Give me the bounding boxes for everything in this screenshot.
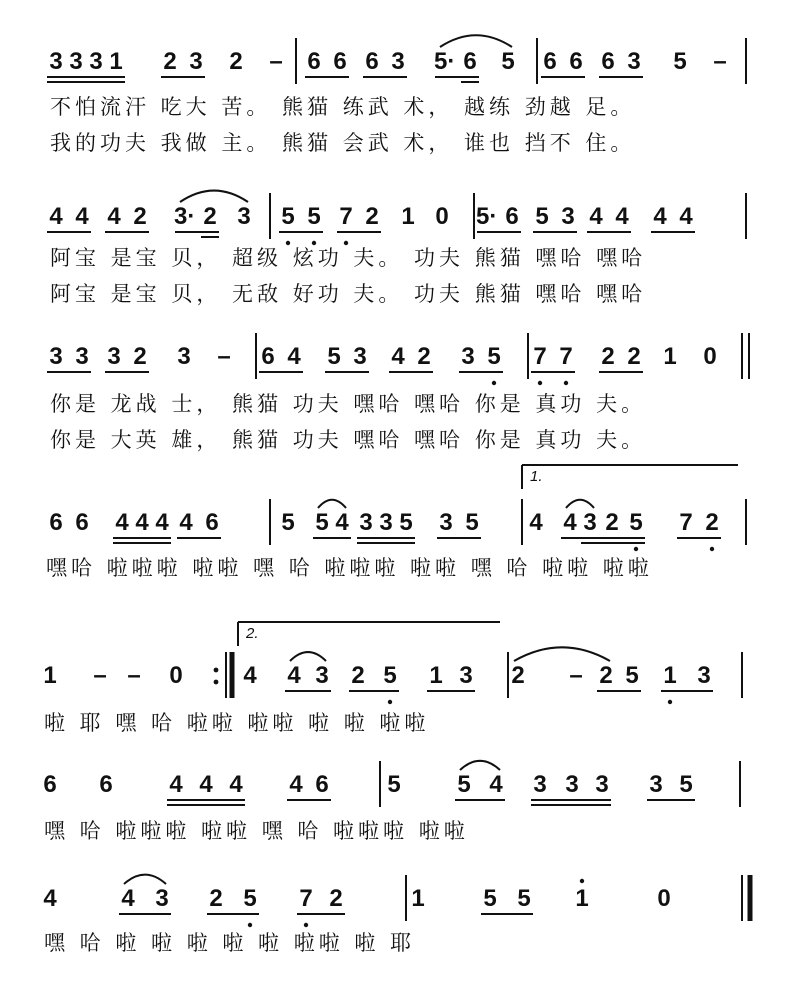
note: 2 (329, 885, 343, 912)
note: 4 (49, 203, 63, 230)
note: 4 (243, 662, 257, 689)
note: – (93, 662, 107, 689)
note: 4 (169, 771, 183, 798)
note: 1 (575, 885, 589, 912)
lyric-line: 阿宝 是宝 贝， 超级 炫功 夫。 功夫 熊猫 嘿哈 嘿哈 (50, 246, 647, 270)
note: 2 (605, 509, 619, 536)
note: 2 (627, 343, 641, 370)
note: 4 (287, 343, 301, 370)
note: 5 (501, 48, 515, 75)
octave-dot (564, 381, 568, 385)
note: 6 (43, 771, 57, 798)
note: 3 (315, 662, 329, 689)
note: 3 (565, 771, 579, 798)
octave-dot (634, 547, 638, 551)
note: 4 (615, 203, 629, 230)
note: 3 (49, 48, 63, 75)
note: 2 (209, 885, 223, 912)
lyric-line: 嘿哈 啦啦啦 啦啦 嘿 哈 啦啦啦 啦啦 嘿 哈 啦啦 啦啦 (46, 556, 653, 580)
note: 7 (679, 509, 693, 536)
note: 3 (353, 343, 367, 370)
note: 6 (365, 48, 379, 75)
note: 2 (417, 343, 431, 370)
note: 0 (435, 203, 449, 230)
note: 2 (133, 203, 147, 230)
volta-label: 2. (246, 625, 259, 642)
note: 2 (163, 48, 177, 75)
note: 3 (649, 771, 663, 798)
note: – (217, 343, 231, 370)
note: 4 (335, 509, 349, 536)
note: 6 (463, 48, 477, 75)
note: 3 (237, 203, 251, 230)
note: 4 (529, 509, 543, 536)
note: 4 (229, 771, 243, 798)
note: 1 (663, 662, 677, 689)
note: 5 (281, 509, 295, 536)
lyric-line: 你是 大英 雄， 熊猫 功夫 嘿哈 嘿哈 你是 真功 夫。 (50, 428, 647, 452)
slur (460, 761, 500, 770)
note: 5 (629, 509, 643, 536)
note: 2 (203, 203, 217, 230)
note: 3 (533, 771, 547, 798)
lyric-line: 啦 耶 嘿 哈 啦啦 啦啦 啦 啦 啦啦 (44, 711, 430, 735)
octave-dot (668, 700, 672, 704)
note: 7 (559, 343, 573, 370)
note: 6 (205, 509, 219, 536)
note: 5· (476, 203, 498, 230)
note: 6 (569, 48, 583, 75)
note: 4 (391, 343, 405, 370)
note: 7 (299, 885, 313, 912)
note: 1 (429, 662, 443, 689)
note: 2 (351, 662, 365, 689)
slur (514, 647, 610, 661)
note: 1 (109, 48, 123, 75)
lyric-line: 嘿 哈 啦 啦 啦 啦 啦 啦啦 啦 耶 (44, 931, 416, 955)
note: 3 (459, 662, 473, 689)
note: 5 (243, 885, 257, 912)
note: 5 (625, 662, 639, 689)
note: 4 (155, 509, 169, 536)
note: 6 (601, 48, 615, 75)
note: 6 (75, 509, 89, 536)
note: 4 (179, 509, 193, 536)
octave-dot (312, 241, 316, 245)
note: 0 (657, 885, 671, 912)
note: 5 (281, 203, 295, 230)
note: 4 (107, 203, 121, 230)
note: 6 (333, 48, 347, 75)
lyric-line: 嘿 哈 啦啦啦 啦啦 嘿 哈 啦啦啦 啦啦 (44, 819, 469, 843)
note: 4 (679, 203, 693, 230)
note: 3 (561, 203, 575, 230)
note: 4 (121, 885, 135, 912)
note: 5 (307, 203, 321, 230)
note: 3 (49, 343, 63, 370)
note: 3 (75, 343, 89, 370)
octave-dot (538, 381, 542, 385)
note: 3 (155, 885, 169, 912)
note: 4 (43, 885, 57, 912)
note: 5 (399, 509, 413, 536)
note: 4 (289, 771, 303, 798)
note: 0 (703, 343, 717, 370)
slur (440, 35, 512, 47)
note: 4 (199, 771, 213, 798)
slur (124, 875, 166, 884)
octave-dot (580, 879, 584, 883)
note: 3 (583, 509, 597, 536)
note: 7 (339, 203, 353, 230)
note: 3 (627, 48, 641, 75)
note: 3 (69, 48, 83, 75)
note: – (127, 662, 141, 689)
note: 4 (115, 509, 129, 536)
note: 6 (505, 203, 519, 230)
note: 3 (697, 662, 711, 689)
note: 5 (387, 771, 401, 798)
note: 4 (653, 203, 667, 230)
note: 5 (383, 662, 397, 689)
lyric-line: 我的功夫 我做 主。 熊猫 会武 术， 谁也 挡不 住。 (50, 131, 636, 155)
note: 0 (169, 662, 183, 689)
note: 7 (533, 343, 547, 370)
note: 2 (365, 203, 379, 230)
repeat-dot (214, 680, 219, 685)
slur (290, 652, 326, 661)
note: 3 (391, 48, 405, 75)
note: 4 (489, 771, 503, 798)
note: – (569, 662, 583, 689)
note: 1 (401, 203, 415, 230)
note: 4 (135, 509, 149, 536)
note: 5 (465, 509, 479, 536)
note: 6 (99, 771, 113, 798)
note: 2 (705, 509, 719, 536)
octave-dot (286, 241, 290, 245)
note: 6 (49, 509, 63, 536)
note: 5 (535, 203, 549, 230)
lyric-line: 你是 龙战 士， 熊猫 功夫 嘿哈 嘿哈 你是 真功 夫。 (50, 392, 647, 416)
note: – (713, 48, 727, 75)
note: 3 (177, 343, 191, 370)
note: 5 (327, 343, 341, 370)
note: 4 (75, 203, 89, 230)
note: 4 (563, 509, 577, 536)
volta-label: 1. (530, 468, 543, 485)
note: 5 (487, 343, 501, 370)
note: 3 (439, 509, 453, 536)
lyric-line: 阿宝 是宝 贝， 无敌 好功 夫。 功夫 熊猫 嘿哈 嘿哈 (50, 282, 647, 306)
note: 5 (483, 885, 497, 912)
octave-dot (248, 923, 252, 927)
note: 6 (315, 771, 329, 798)
octave-dot (710, 547, 714, 551)
octave-dot (344, 241, 348, 245)
note: 1 (43, 662, 57, 689)
octave-dot (492, 381, 496, 385)
note: 3· (174, 203, 196, 230)
slur (180, 191, 248, 202)
note: 3 (379, 509, 393, 536)
note: 6 (543, 48, 557, 75)
note: 5 (673, 48, 687, 75)
octave-dot (388, 700, 392, 704)
note: 3 (89, 48, 103, 75)
note: 5 (517, 885, 531, 912)
note: 1 (663, 343, 677, 370)
note: 3 (359, 509, 373, 536)
note: 5 (457, 771, 471, 798)
note: 3 (189, 48, 203, 75)
note: – (269, 48, 283, 75)
note: 6 (307, 48, 321, 75)
note: 3 (595, 771, 609, 798)
note: 2 (133, 343, 147, 370)
note: 2 (599, 662, 613, 689)
note: 5 (315, 509, 329, 536)
note: 3 (107, 343, 121, 370)
note: 3 (461, 343, 475, 370)
note: 1 (411, 885, 425, 912)
note: 6 (261, 343, 275, 370)
repeat-dot (214, 668, 219, 673)
note: 2 (229, 48, 243, 75)
note: 2 (511, 662, 525, 689)
note: 4 (589, 203, 603, 230)
slur (318, 500, 346, 508)
slur (566, 500, 594, 508)
note: 5 (679, 771, 693, 798)
note: 5· (434, 48, 456, 75)
octave-dot (304, 923, 308, 927)
lyric-line: 不怕流汗 吃大 苦。 熊猫 练武 术， 越练 劲越 足。 (50, 95, 636, 119)
note: 2 (601, 343, 615, 370)
note: 4 (287, 662, 301, 689)
